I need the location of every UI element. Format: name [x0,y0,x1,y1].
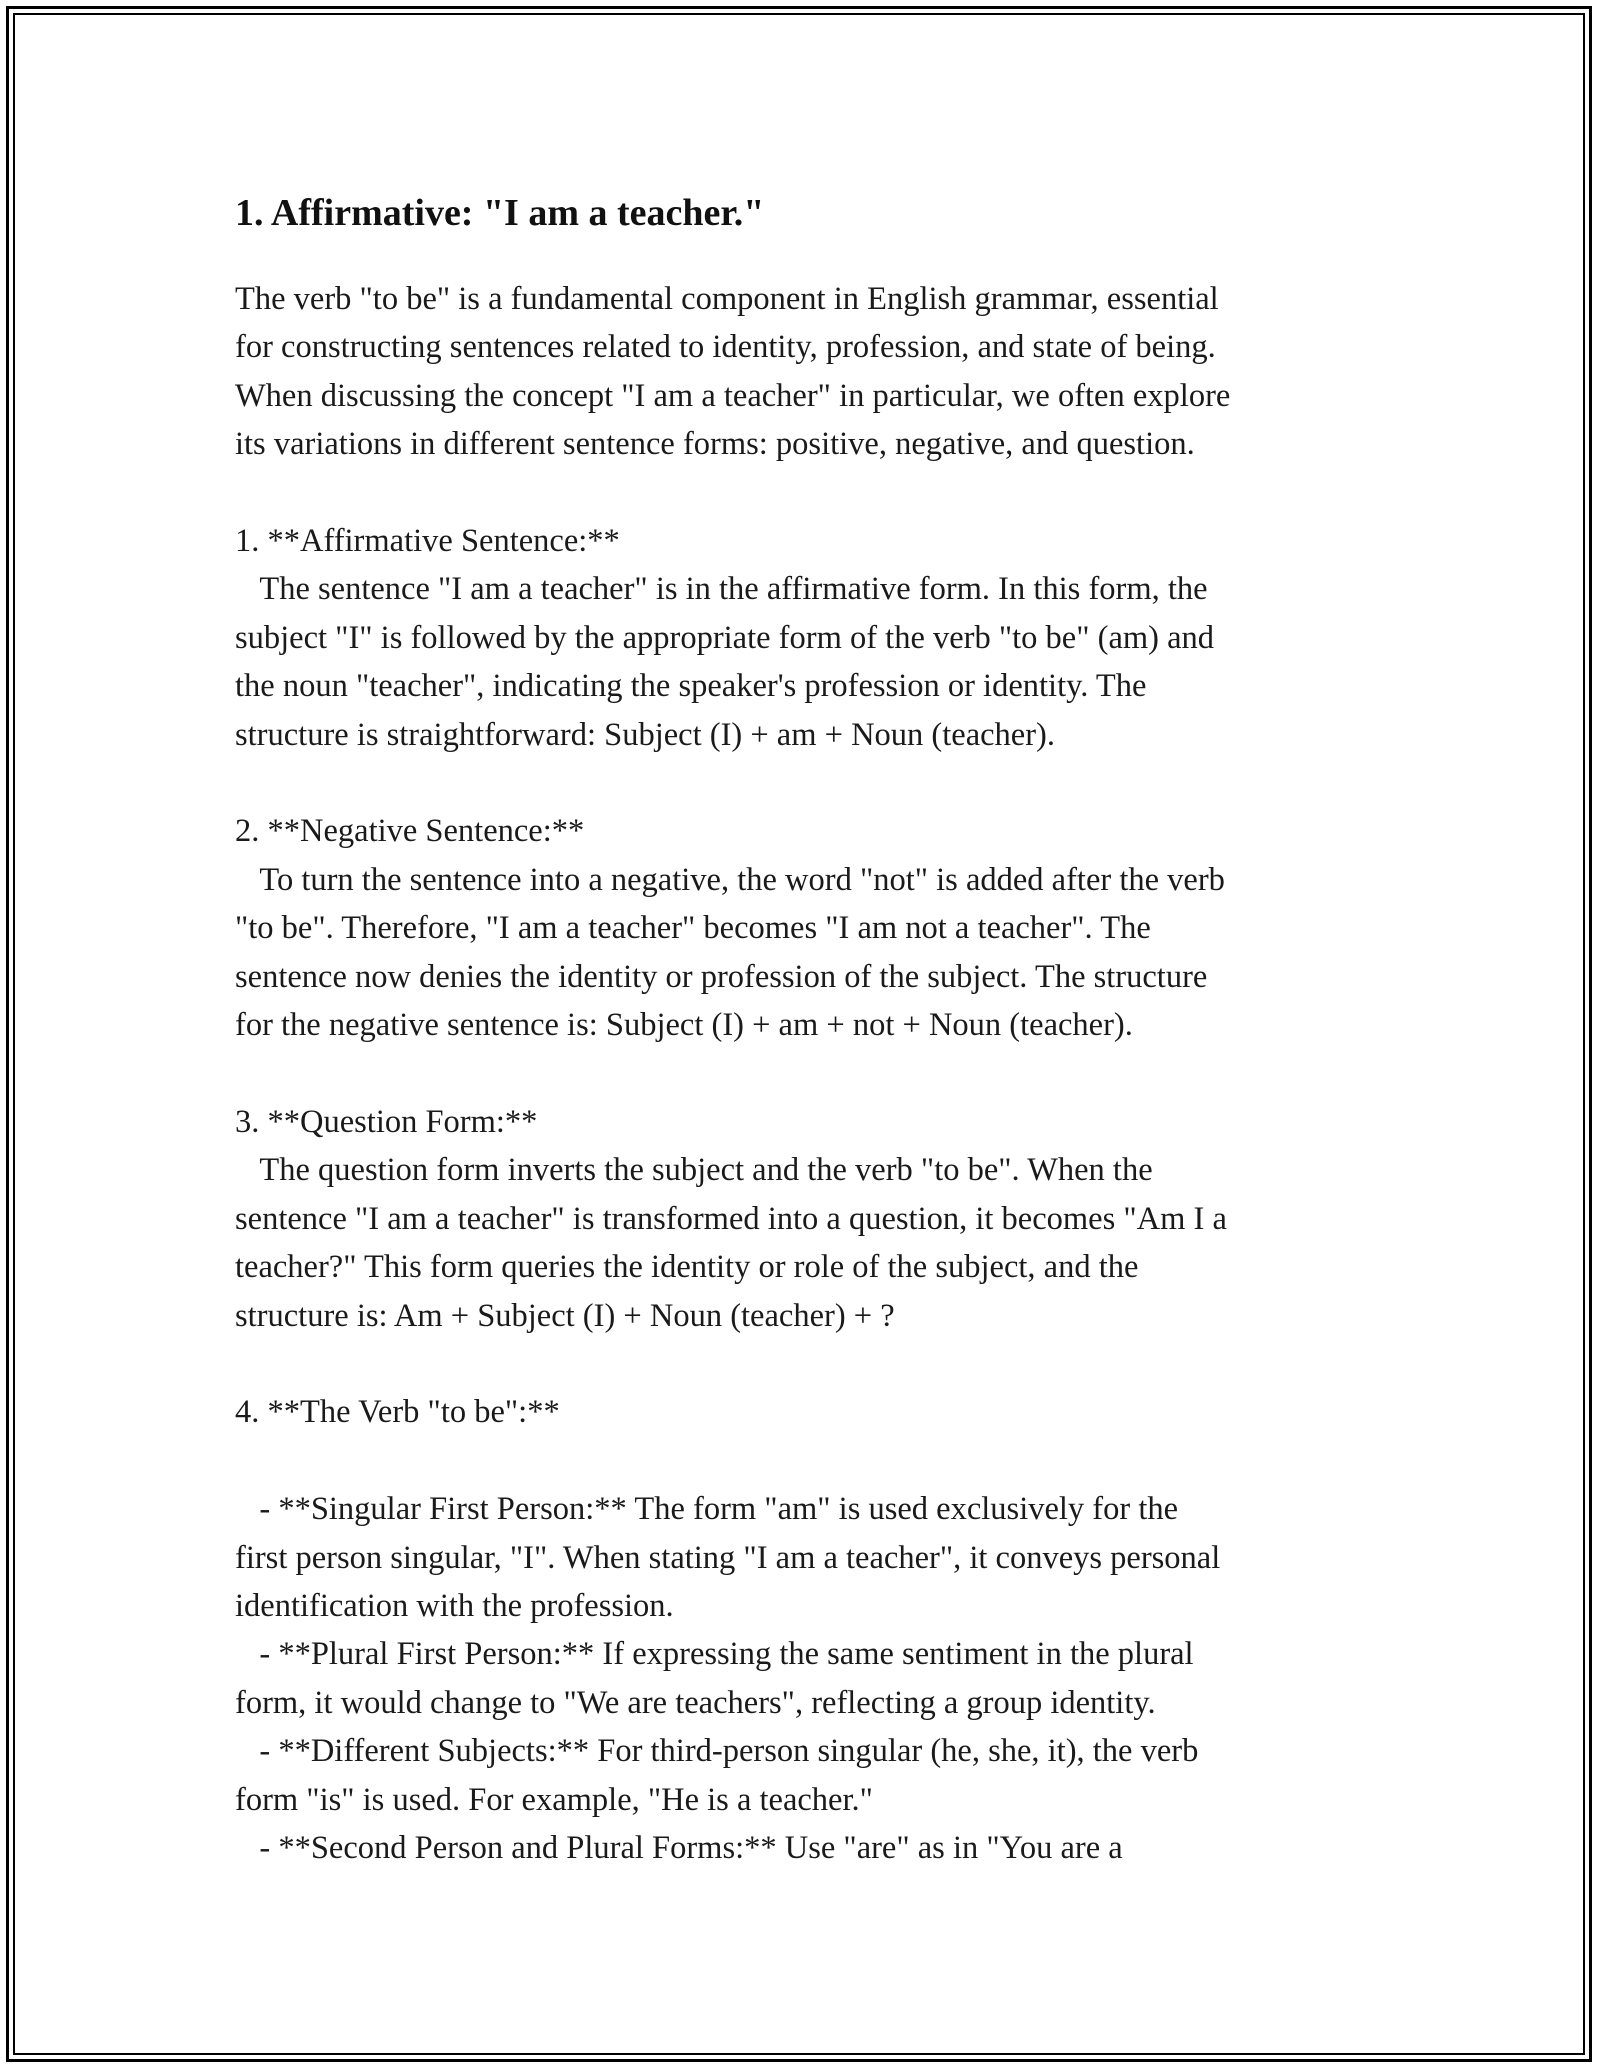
document-heading: 1. Affirmative: "I am a teacher." [235,192,765,234]
document-content [235,185,1415,1872]
document-body: The verb "to be" is a fundamental component in English grammar, essential for constructing sentences related to identity, profession, and state of being. When discussing the concept "I am a teacher" in particular, we often explore its variations in different sentence forms: positive, negative, and question. 1. **Affirmative Sentence:** The sentence "I am a teacher" is in the affirmative form. In this form, the subject "I" is followed by the appropriate form of the verb "to be" (am) and the noun "teacher", indicating the speaker's profession or identity. The structure is straightforward: Subject (I) + am + Noun (teacher). 2. **Negative Sentence:** To turn the sentence into a negative, the word "not" is added after the verb "to be". Therefore, "I am a teacher" becomes "I am not a teacher". The sentence now denies the identity or profession of the subject. The structure for the negative sentence is: Subject (I) + am + not + Noun (teacher). 3. **Question Form:** The question form inverts the subject and the verb "to be". When the sentence "I am a teacher" is transformed into a question, it becomes "Am I a teacher?" This form queries the identity or role of the subject, and the structure is: Am + Subject (I) + Noun (teacher) + ? 4. **The Verb "to be":** - **Singular First Person:** The form "am" is used exclusively for the first person singular, "I". When stating "I am a teacher", it conveys personal identification with the profession. - **Plural First Person:** If expressing the same sentiment in the plural form, it would change to "We are teachers", reflecting a group identity. - **Different Subjects:** For third-person singular (he, she, it), the verb form "is" is used. For example, "He is a teacher." - **Second Person and Plural Forms:** Use "are" as in "You are a [235,281,1231,1866]
